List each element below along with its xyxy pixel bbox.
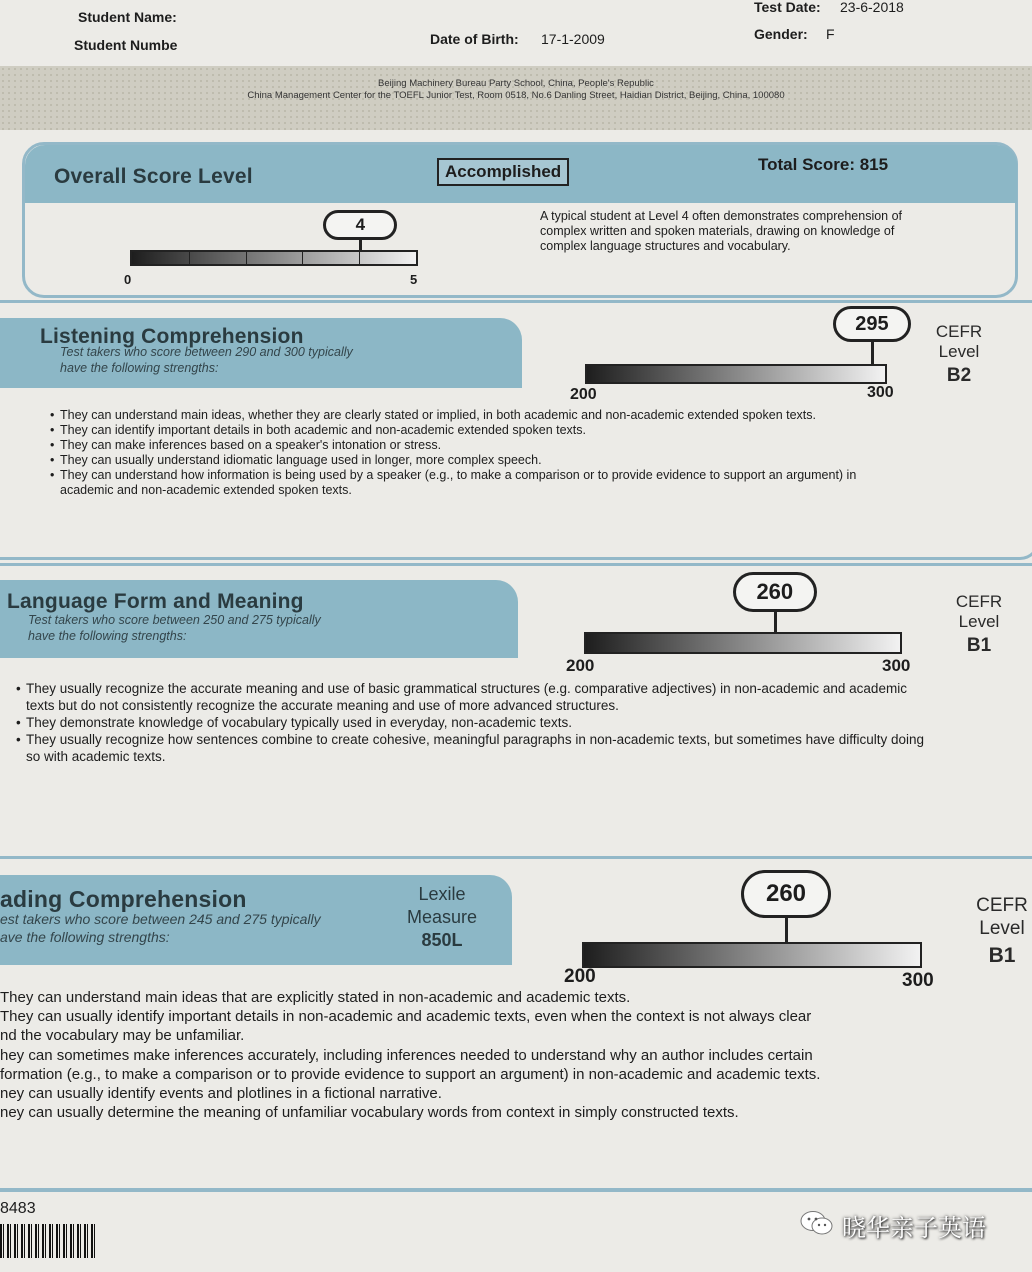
listening-cefr-value: B2 <box>946 365 972 386</box>
list-item: ney can usually identify events and plotlines in a fictional narrative. <box>0 1085 442 1103</box>
listening-scale-min: 200 <box>570 386 597 403</box>
bar-divider <box>246 252 247 264</box>
list-item: • They can understand how information is being used by a speaker (e.g., to make a comparison or to provide evidence to support an argument) in academic and non-academic extended spoken texts. <box>50 468 890 498</box>
listening-cefr-label-2: Level <box>938 342 980 361</box>
language-cefr-label-1: CEFR <box>955 592 1003 611</box>
list-item: • They can identify important details in both academic and non-academic extended spoken texts. <box>50 423 890 438</box>
listening-title: Listening Comprehension <box>40 325 304 348</box>
list-item: nd the vocabulary may be unfamiliar. <box>0 1027 245 1045</box>
address-band <box>0 66 1032 130</box>
barcode <box>0 1224 96 1258</box>
bar-divider <box>189 252 190 264</box>
overall-title: Overall Score Level <box>54 165 253 188</box>
listening-subtitle-line-2: have the following strengths: <box>60 361 219 375</box>
dob-value: 17-1-2009 <box>541 31 605 47</box>
language-score: 260 <box>756 579 794 604</box>
list-item: ney can usually determine the meaning of unfamiliar vocabulary words from context in simply constructed texts. <box>0 1104 739 1122</box>
listening-cefr-label-1: CEFR <box>935 322 983 341</box>
language-subtitle <box>28 612 321 644</box>
listening-subtitle <box>60 344 353 376</box>
footer-number: 8483 <box>0 1200 36 1217</box>
test-date-value: 23-6-2018 <box>840 0 904 15</box>
list-item: They can understand main ideas that are explicitly stated in non-academic and academic texts. <box>0 989 631 1006</box>
listening-marker-stem <box>871 340 874 366</box>
address-line-2: China Management Center for the TOEFL Junior Test, Room 0518, No.6 Danling Street, Haidian District, Beijing, China, 100080 <box>247 90 785 101</box>
overall-scale-min: 0 <box>124 272 132 287</box>
student-number-label: Student Numbe <box>74 37 178 53</box>
watermark: 晓华亲子英语 <box>842 1215 986 1242</box>
student-name-label: Student Name: <box>78 9 177 25</box>
lexile-label-1: Lexile <box>418 884 466 904</box>
listening-score-bubble <box>833 306 911 342</box>
language-cefr-value: B1 <box>966 635 992 656</box>
overall-description: A typical student at Level 4 often demonstrates comprehension of complex written and spoken materials, drawing on knowledge of complex language structures and vocabulary. <box>540 209 903 253</box>
lexile-value: 850L <box>421 930 463 950</box>
reading-cefr-label-2: Level <box>979 918 1025 939</box>
list-item: • They usually recognize the accurate meaning and use of basic grammatical structures (e.g. comparative adjectives) in non-academic and academic texts but do not consistently recognize the accurate meaning and use of more advanced structures. <box>16 680 936 714</box>
language-cefr <box>944 592 1014 656</box>
overall-level-value: 4 <box>355 215 366 234</box>
list-item: • They usually recognize how sentences combine to create cohesive, meaningful paragraphs in non-academic texts, but sometimes have difficulty doing so with academic texts. <box>16 731 936 765</box>
list-item: • They can make inferences based on a speaker's intonation or stress. <box>50 438 890 453</box>
total-score <box>758 155 888 175</box>
list-item: • They can usually understand idiomatic language used in longer, more complex speech. <box>50 453 890 468</box>
section-divider <box>0 856 1032 859</box>
bar-divider <box>359 252 360 264</box>
section-divider <box>0 563 1032 566</box>
reading-cefr-value: B1 <box>988 944 1016 967</box>
listening-subtitle-line-1: Test takers who score between 290 and 300 typically <box>60 345 353 359</box>
reading-score: 260 <box>765 880 807 907</box>
bar-divider <box>302 252 303 264</box>
reading-scale-max: 300 <box>902 970 934 991</box>
reading-score-bar <box>582 942 922 968</box>
reading-cefr <box>966 894 1032 967</box>
reading-scale-min: 200 <box>564 966 596 987</box>
language-cefr-label-2: Level <box>958 612 1000 631</box>
reading-score-bubble <box>741 870 831 918</box>
reading-marker-stem <box>785 914 788 944</box>
language-title: Language Form and Meaning <box>7 590 304 613</box>
reading-subtitle-line-1: est takers who score between 245 and 275 typically <box>0 911 321 927</box>
gender-value: F <box>826 26 835 42</box>
total-score-label: Total Score: <box>758 155 855 174</box>
listening-bullets <box>50 408 890 498</box>
list-item: • They can understand main ideas, whether they are clearly stated or implied, in both academic and non-academic extended spoken texts. <box>50 408 890 423</box>
footer-divider <box>0 1188 1032 1192</box>
language-subtitle-line-1: Test takers who score between 250 and 275 typically <box>28 613 321 627</box>
wechat-icon <box>800 1210 834 1236</box>
language-score-bubble <box>733 572 817 612</box>
gender-label: Gender: <box>754 26 808 42</box>
list-item: • They demonstrate knowledge of vocabulary typically used in everyday, non-academic texts. <box>16 714 936 731</box>
reading-title: ading Comprehension <box>0 886 247 912</box>
level-label: Accomplished <box>445 162 562 181</box>
listening-score: 295 <box>855 313 889 335</box>
lexile-measure <box>396 883 488 952</box>
language-scale-max: 300 <box>882 656 911 675</box>
language-score-bar <box>584 632 902 654</box>
overall-scale-max: 5 <box>410 272 418 287</box>
language-scale-min: 200 <box>566 656 595 675</box>
list-item: formation (e.g., to make a comparison or to provide evidence to support an argument) in non-academic and academic texts. <box>0 1065 821 1083</box>
reading-subtitle-line-2: ave the following strengths: <box>0 929 170 945</box>
listening-scale-max: 300 <box>867 384 894 401</box>
overall-level-bubble <box>323 210 397 240</box>
list-item: hey can sometimes make inferences accurately, including inferences needed to understand why an author includes certain <box>0 1046 813 1064</box>
language-bullets <box>16 680 936 765</box>
test-date-label: Test Date: <box>754 0 821 15</box>
level-label-box <box>437 158 569 186</box>
reading-subtitle <box>0 910 321 946</box>
listening-score-bar <box>585 364 887 384</box>
reading-bullets <box>0 988 900 1122</box>
listening-cefr <box>924 322 994 386</box>
dob-label: Date of Birth: <box>430 31 519 47</box>
total-score-value: 815 <box>859 155 889 174</box>
overall-level-bar <box>130 250 418 266</box>
lexile-label-2: Measure <box>406 907 478 927</box>
list-item: They can usually identify important details in non-academic and academic texts, even when the context is not always clear <box>0 1008 812 1026</box>
address-line-1: Beijing Machinery Bureau Party School, China, People's Republic <box>378 78 654 89</box>
reading-cefr-label-1: CEFR <box>976 895 1028 916</box>
language-subtitle-line-2: have the following strengths: <box>28 629 187 643</box>
